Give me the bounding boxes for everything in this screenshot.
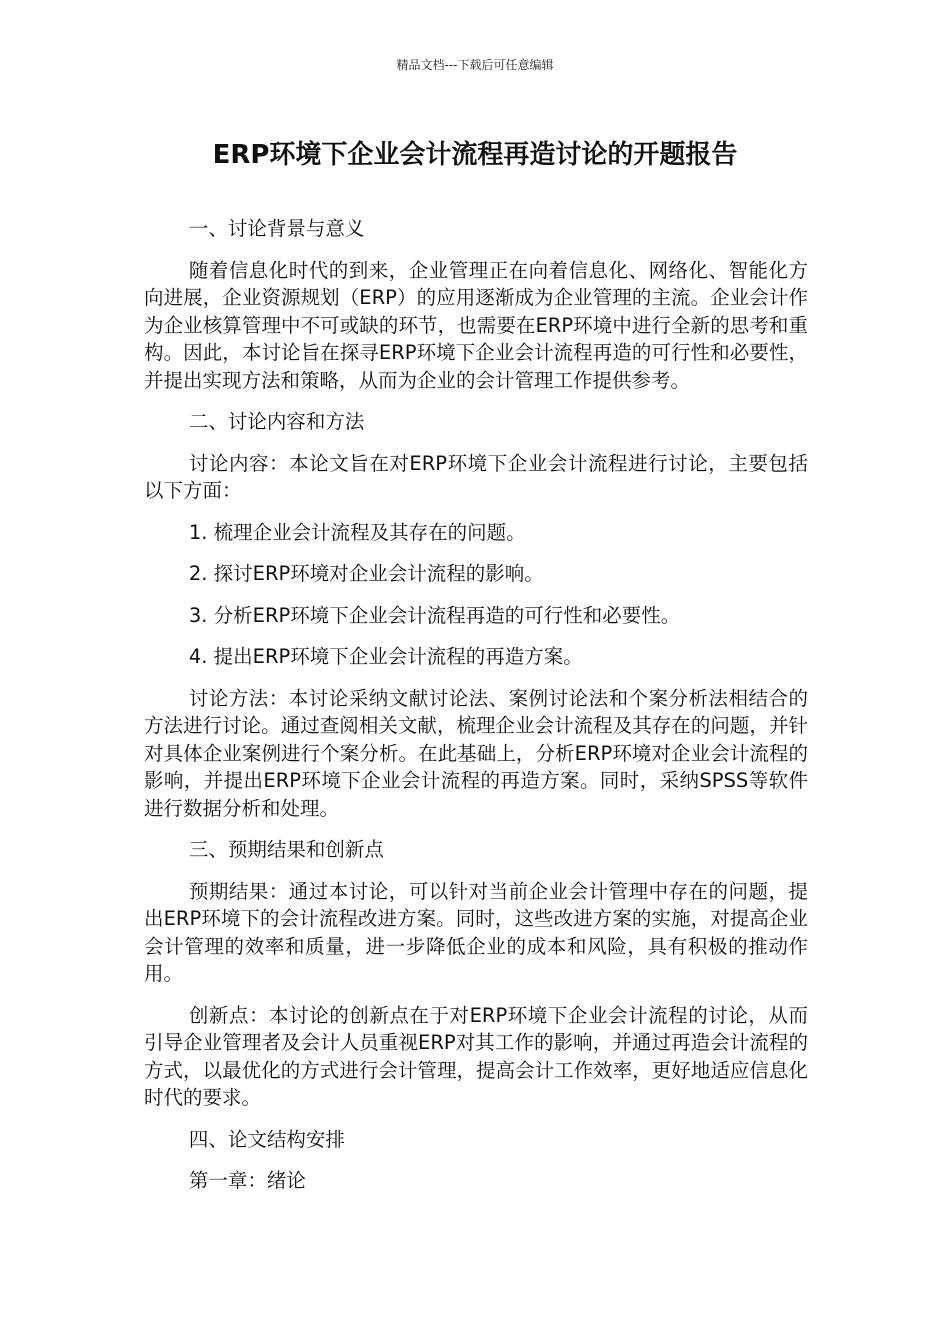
list-item: 2. 探讨ERP环境对企业会计流程的影响。 — [188, 562, 544, 585]
document-title: ERP环境下企业会计流程再造讨论的开题报告 — [212, 140, 738, 170]
section-heading-content-method: 二、讨论内容和方法 — [188, 410, 365, 433]
header-note: 精品文档---下载后可任意编辑 — [396, 58, 554, 72]
list-item: 4. 提出ERP环境下企业会计流程的再造方案。 — [188, 645, 583, 668]
content-intro-paragraph: 讨论内容：本论文旨在对ERP环境下企业会计流程进行讨论，主要包括以下方面： — [144, 451, 808, 502]
section-heading-background: 一、讨论背景与意义 — [188, 217, 365, 240]
document-body — [144, 215, 808, 1209]
list-item: 3. 分析ERP环境下企业会计流程再造的可行性和必要性。 — [188, 603, 681, 627]
method-paragraph: 讨论方法：本讨论采纳文献讨论法、案例讨论法和个案分析法相结合的方法进行讨论。通过查阅相关文献，梳理企业会计流程及其存在的问题，并针对具体企业案例进行个案分析。在此基础上，分析ERP环境对企业会计流程的影响，并提出ERP环境下企业会计流程的再造方案。同时，采纳SPSS等软件进行数据分析和处理。 — [144, 686, 808, 820]
section-heading-results: 三、预期结果和创新点 — [188, 838, 384, 861]
results-paragraph: 预期结果：通过本讨论，可以针对当前企业会计管理中存在的问题，提出ERP环境下的会计流程改进方案。同时，这些改进方案的实施，对提高企业会计管理的效率和质量，进一步降低企业的成本和风险，具有积极的推动作用。 — [144, 879, 808, 985]
innovation-paragraph: 创新点：本讨论的创新点在于对ERP环境下企业会计流程的讨论，从而引导企业管理者及会计人员重视ERP对其工作的影响，并通过再造会计流程的方式，以最优化的方式进行会计管理，提高会计工作效率，更好地适应信息化时代的要求。 — [144, 1003, 808, 1109]
background-paragraph: 随着信息化时代的到来，企业管理正在向着信息化、网络化、智能化方向进展，企业资源规划（ERP）的应用逐渐成为企业管理的主流。企业会计作为企业核算管理中不可或缺的环节，也需要在ERP环境中进行全新的思考和重构。因此，本讨论旨在探寻ERP环境下企业会计流程再造的可行性和必要性，并提出实现方法和策略，从而为企业的会计管理工作提供参考。 — [144, 258, 808, 392]
section-heading-structure: 四、论文结构安排 — [188, 1127, 345, 1151]
chapter-1-line: 第一章：绪论 — [188, 1169, 306, 1192]
list-item: 1. 梳理企业会计流程及其存在的问题。 — [188, 520, 526, 544]
